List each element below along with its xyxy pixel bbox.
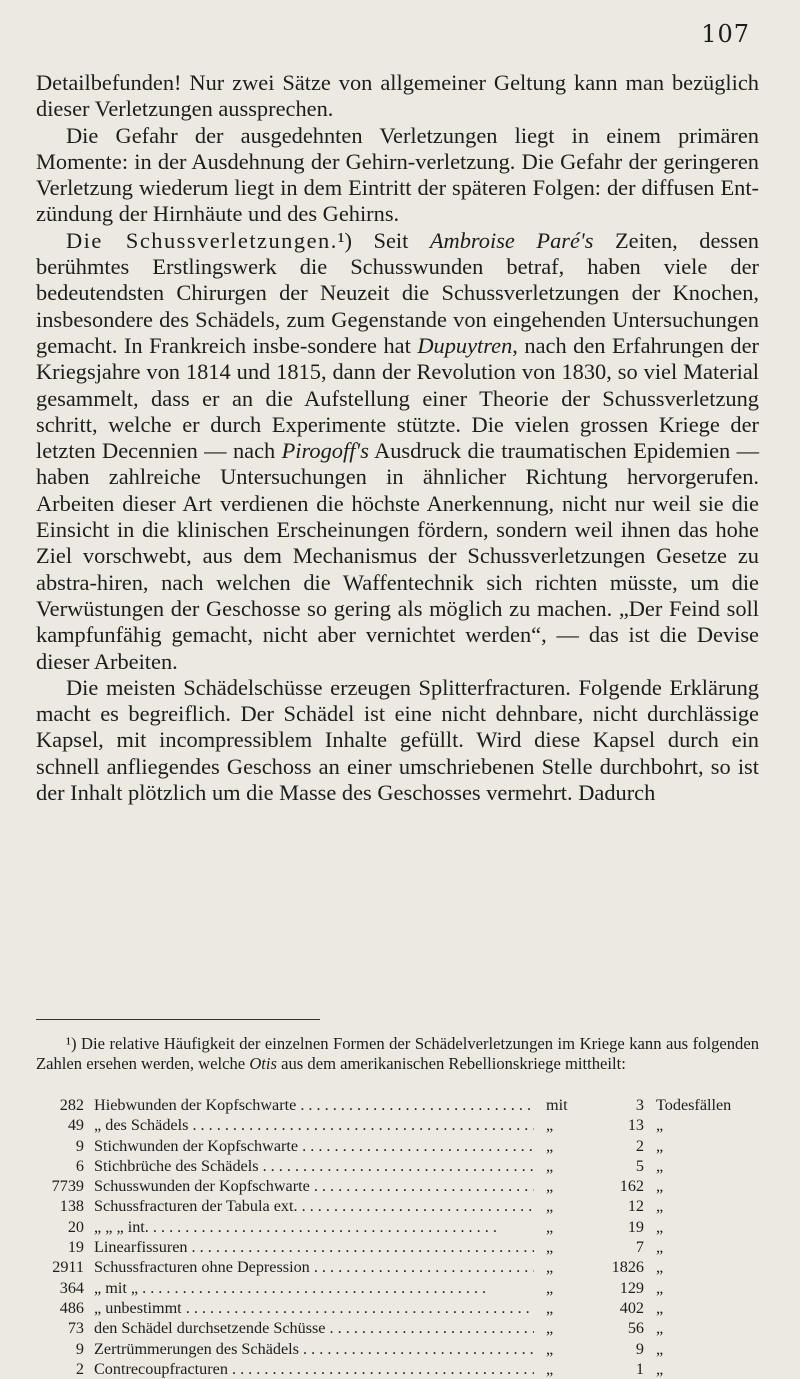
- text-segment: Dupuytren: [417, 332, 513, 358]
- row-unit: „: [656, 1278, 664, 1297]
- table-row: [36, 1339, 759, 1359]
- main-text: [36, 70, 759, 806]
- text-segment: Die Gefahr der ausgedehnten Verletzungen liegt in einem primären Momente: in der Ausdehnung der Gehirn-verletzung. Die Gefahr der geringeren Verletzung wiederum liegt in dem Eintritt der späteren Folgen: der diffusen Ent-zündung der Hirnhäute und des Gehirns.: [36, 122, 759, 227]
- text-segment: Pirogoff's: [281, 438, 369, 464]
- row-description: [94, 1339, 534, 1359]
- row-description-text: „ „ „ int.: [94, 1217, 149, 1236]
- row-unit: „: [656, 1217, 664, 1236]
- row-unit: Todesfällen: [656, 1096, 732, 1114]
- row-number: 2: [75, 1359, 84, 1378]
- page-number: 107: [701, 20, 750, 48]
- row-preposition: „: [546, 1177, 554, 1196]
- table-row: [36, 1136, 759, 1156]
- text-segment: Die Schussverletzungen.: [66, 227, 338, 253]
- row-description-text: Schussfracturen ohne Depression: [94, 1258, 310, 1277]
- row-unit: „: [656, 1177, 664, 1196]
- row-description: [94, 1136, 534, 1156]
- text-segment: Otis: [249, 1053, 277, 1073]
- row-death-count: 5: [635, 1156, 644, 1175]
- row-unit: „: [656, 1339, 664, 1358]
- text-segment: ¹) Die relative Häufigkeit der einzelnen Formen der Schädelverletzungen im Kriege kann aus folgenden Zahlen ersehen werden, welche: [36, 1034, 759, 1073]
- row-number: 19: [67, 1238, 84, 1257]
- row-description: [94, 1095, 534, 1115]
- text-segment: aus dem amerikanischen Rebellionskriege mittheilt:: [276, 1053, 626, 1073]
- row-death-count: 162: [619, 1177, 644, 1196]
- row-number: 282: [59, 1096, 84, 1114]
- row-death-count: 56: [627, 1319, 644, 1338]
- row-number: 138: [59, 1197, 84, 1216]
- row-preposition: „: [546, 1116, 554, 1135]
- row-description: [94, 1217, 534, 1237]
- row-preposition: „: [546, 1339, 554, 1358]
- row-death-count: 402: [619, 1298, 644, 1317]
- row-death-count: 7: [635, 1238, 644, 1257]
- row-unit: „: [656, 1258, 664, 1277]
- row-description-text: Stichwunden der Kopfschwarte: [94, 1136, 299, 1155]
- row-number: 20: [67, 1217, 84, 1236]
- text-segment: Ambroise Paré's: [429, 227, 594, 253]
- row-description-text: Schussfracturen der Tabula ext.: [94, 1197, 298, 1216]
- row-preposition: „: [546, 1278, 554, 1297]
- row-unit: „: [656, 1116, 664, 1135]
- text-segment: ¹) Seit: [337, 227, 430, 253]
- paragraph: [36, 675, 759, 806]
- row-description-text: Stichbrüche des Schädels: [94, 1156, 259, 1175]
- row-number: 49: [67, 1116, 84, 1135]
- footnote-table: [36, 1095, 759, 1379]
- row-description: [94, 1196, 534, 1216]
- row-preposition: „: [546, 1258, 554, 1277]
- row-number: 7739: [51, 1177, 84, 1196]
- row-preposition: „: [546, 1197, 554, 1216]
- paragraph: [36, 228, 759, 675]
- row-death-count: 1: [635, 1359, 644, 1378]
- row-description: [94, 1278, 534, 1298]
- table-row: [36, 1237, 759, 1257]
- table-row: [36, 1217, 759, 1237]
- row-description-text: Hiebwunden der Kopfschwarte: [94, 1096, 297, 1114]
- table-row: [36, 1278, 759, 1298]
- row-unit: „: [656, 1359, 664, 1378]
- row-number: 6: [75, 1156, 84, 1175]
- row-description-text: „ des Schädels: [94, 1116, 189, 1135]
- row-number: 486: [59, 1298, 84, 1317]
- paragraph: [36, 70, 759, 123]
- footnote-text: [36, 1034, 759, 1073]
- text-segment: Die meisten Schädelschüsse erzeugen Splitterfracturen. Folgende Erklärung macht es begreiflich. Der Schädel ist eine nicht dehnbare, nicht durchlässige Kapsel, mit incompressiblem Inhalte gefüllt. Wird diese Kapsel durch ein schnell anfliegendes Geschoss an einer umschriebenen Stelle durchbohrt, so ist der Inhalt plötzlich um die Masse des Geschosses vermehrt. Dadurch: [36, 674, 759, 806]
- row-number: 9: [75, 1136, 84, 1155]
- row-preposition: „: [546, 1238, 554, 1257]
- row-unit: „: [656, 1238, 664, 1257]
- row-unit: „: [656, 1298, 664, 1317]
- table-row: [36, 1095, 759, 1115]
- row-description-text: „ unbestimmt: [94, 1298, 182, 1317]
- row-description: [94, 1257, 534, 1277]
- row-description: [94, 1156, 534, 1176]
- table-row: [36, 1156, 759, 1176]
- row-description: [94, 1237, 534, 1257]
- row-description: [94, 1318, 534, 1338]
- row-death-count: 12: [627, 1197, 644, 1216]
- row-preposition: „: [546, 1298, 554, 1317]
- row-preposition: „: [546, 1136, 554, 1155]
- footnote: [36, 1034, 759, 1073]
- row-death-count: 129: [619, 1278, 644, 1297]
- row-preposition: mit: [546, 1096, 568, 1114]
- row-description: [94, 1298, 534, 1318]
- row-number: 9: [75, 1339, 84, 1358]
- text-segment: Zeiten, dessen berühmtes Erstlingswerk die Schusswunden betraf, haben viele der bedeutendsten Chirurgen der Neuzeit die Schussverletzungen der Knochen, insbesondere des Schädels, zum Gegenstande von eingehenden Untersuchungen gemacht. In Frankreich insbe-sondere hat: [36, 227, 759, 358]
- row-unit: „: [656, 1319, 664, 1338]
- row-number: 73: [67, 1319, 84, 1338]
- text-segment: Ausdruck die traumatischen Epidemien — haben zahlreiche Untersuchungen in ähnlicher Richtung hervorgerufen. Arbeiten dieser Art verdienen die höchste Anerkennung, nicht nur weil sie die Einsicht in die klinischen Erscheinungen fördern, sondern weil ihnen das hohe Ziel vorschwebt, aus dem Mechanismus der Schussverletzungen Gesetze zu abstra-hiren, nach welchen die Waffentechnik sich richten müsste, um die Verwüstungen der Geschosse so gering als möglich zu machen. „Der Feind soll kampfunfähig gemacht, nicht aber vernichtet werden“, — das ist die Devise dieser Arbeiten.: [36, 438, 760, 674]
- row-preposition: „: [546, 1156, 554, 1175]
- row-death-count: 9: [635, 1339, 644, 1358]
- table-row: [36, 1257, 759, 1277]
- table-row: [36, 1176, 759, 1196]
- row-number: 364: [59, 1278, 84, 1297]
- row-description-text: Linearfissuren: [94, 1238, 188, 1257]
- table-row: [36, 1318, 759, 1338]
- row-death-count: 3: [635, 1096, 644, 1114]
- row-death-count: 1826: [611, 1258, 644, 1277]
- row-death-count: 2: [635, 1136, 644, 1155]
- row-description-text: „ mit „: [94, 1278, 139, 1297]
- row-number: 2911: [52, 1258, 84, 1277]
- row-description-text: Zertrümmerungen des Schädels: [94, 1339, 299, 1358]
- row-preposition: „: [546, 1217, 554, 1236]
- table-row: [36, 1196, 759, 1216]
- row-description-text: Schusswunden der Kopfschwarte: [94, 1177, 310, 1196]
- row-description: [94, 1359, 534, 1379]
- paragraph: [36, 123, 759, 228]
- row-description: [94, 1115, 534, 1135]
- row-unit: „: [656, 1136, 664, 1155]
- table-row: [36, 1298, 759, 1318]
- row-death-count: 13: [627, 1116, 644, 1135]
- row-preposition: „: [546, 1319, 554, 1338]
- footnote-divider: [36, 1019, 320, 1020]
- text-segment: Detailbefunden! Nur zwei Sätze von allgemeiner Geltung kann man bezüglich dieser Verletzungen aussprechen.: [36, 70, 759, 122]
- row-description: [94, 1176, 534, 1196]
- table-row: [36, 1359, 759, 1379]
- row-unit: „: [656, 1197, 664, 1216]
- row-description-text: Contrecoupfracturen: [94, 1359, 228, 1378]
- text-segment: , nach den Erfahrungen der Kriegsjahre von 1814 und 1815, dann der Revolution von 1830, so viel Material gesammelt, dass er an die Aufstellung einer Theorie der Schussverletzung schritt, welche er durch Experimente stützte. Die vielen grossen Kriege der letzten Decennien — nach: [36, 332, 759, 464]
- row-preposition: „: [546, 1359, 554, 1378]
- table-row: [36, 1115, 759, 1135]
- row-unit: „: [656, 1156, 664, 1175]
- row-description-text: den Schädel durchsetzende Schüsse: [94, 1319, 326, 1338]
- row-death-count: 19: [627, 1217, 644, 1236]
